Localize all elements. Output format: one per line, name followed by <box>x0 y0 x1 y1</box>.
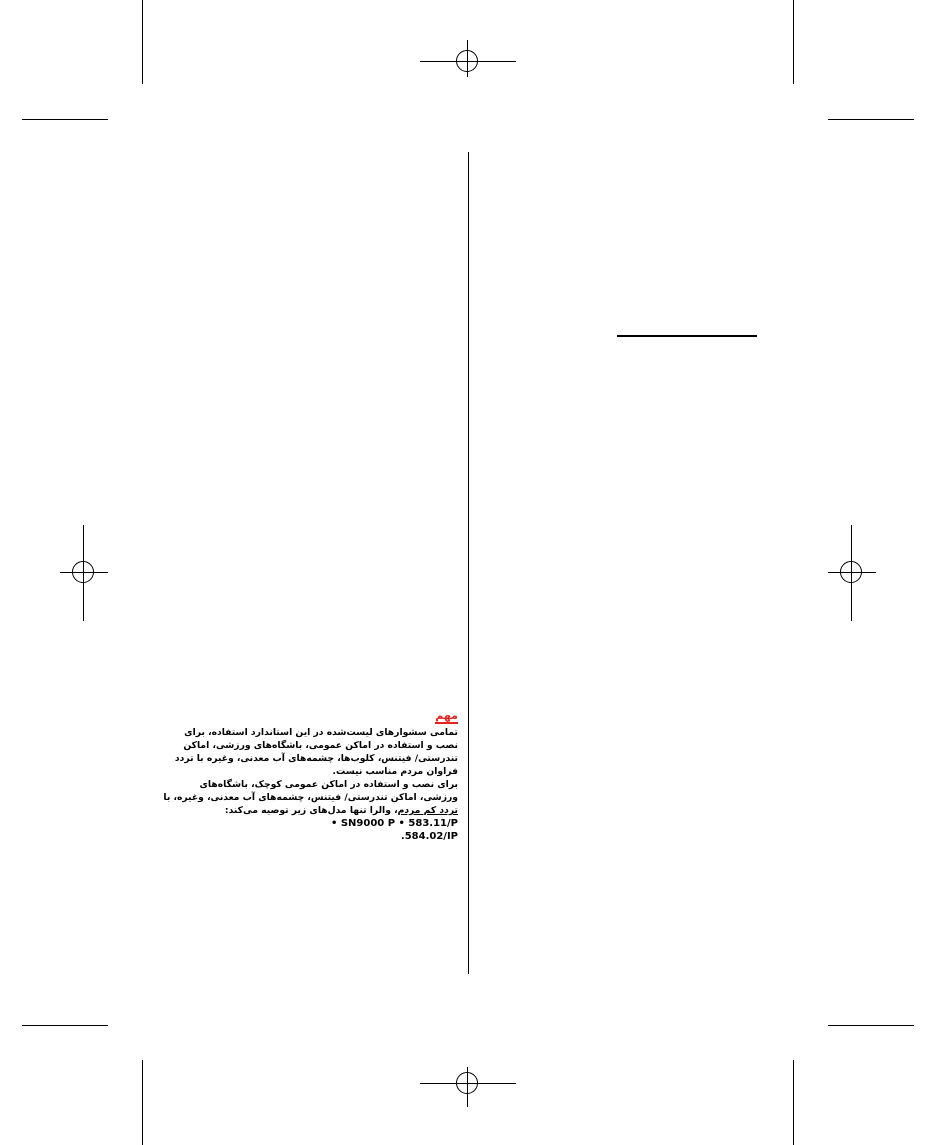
crop-mark-bottom-left-vertical <box>142 1060 143 1145</box>
crop-mark-bottom-right-vertical <box>793 1060 794 1145</box>
note-models-line-2: .584.02/IP <box>400 831 458 842</box>
note-paragraph-2-underlined: تردد کم مردم <box>397 805 458 816</box>
right-column-rule <box>617 335 757 337</box>
crop-mark-top-left-vertical <box>142 0 143 84</box>
note-title: مهم <box>435 709 458 722</box>
note-paragraph-2-end: ، والرا تنها مدل‌های زیر توصیه می‌کند: <box>224 805 398 816</box>
crop-mark-top-left-horizontal <box>22 119 108 120</box>
crop-mark-bottom-right-horizontal <box>828 1025 914 1026</box>
column-separator <box>468 152 469 974</box>
crop-mark-top-right-horizontal <box>828 119 914 120</box>
note-paragraph-1: تمامی سشوارهای لیست‌شده در این استاندارد استفاده، برای نصب و استفاده در اماکن عمومی، باشگاه‌های ورزشی، اماکن تندرستی/ فیتنس، کلوب‌ها، چشمه‌های آب معدنی، وغیره با تردد فراوان مردم مناسب نیست. <box>174 727 458 777</box>
crop-mark-bottom-left-horizontal <box>22 1025 108 1026</box>
note-paragraph-2 <box>160 778 458 843</box>
important-note <box>160 710 458 843</box>
crop-mark-top-right-vertical <box>793 0 794 84</box>
note-paragraph-2-start: برای نصب و استفاده در اماکن عمومی کوچک، باشگاه‌های ورزشی، اماکن تندرستی/ فیتنس، چشمه‌های آب معدنی، وغیره، با <box>163 779 458 803</box>
note-models-line-1: • SN9000 P • 583.11/P <box>330 818 458 829</box>
